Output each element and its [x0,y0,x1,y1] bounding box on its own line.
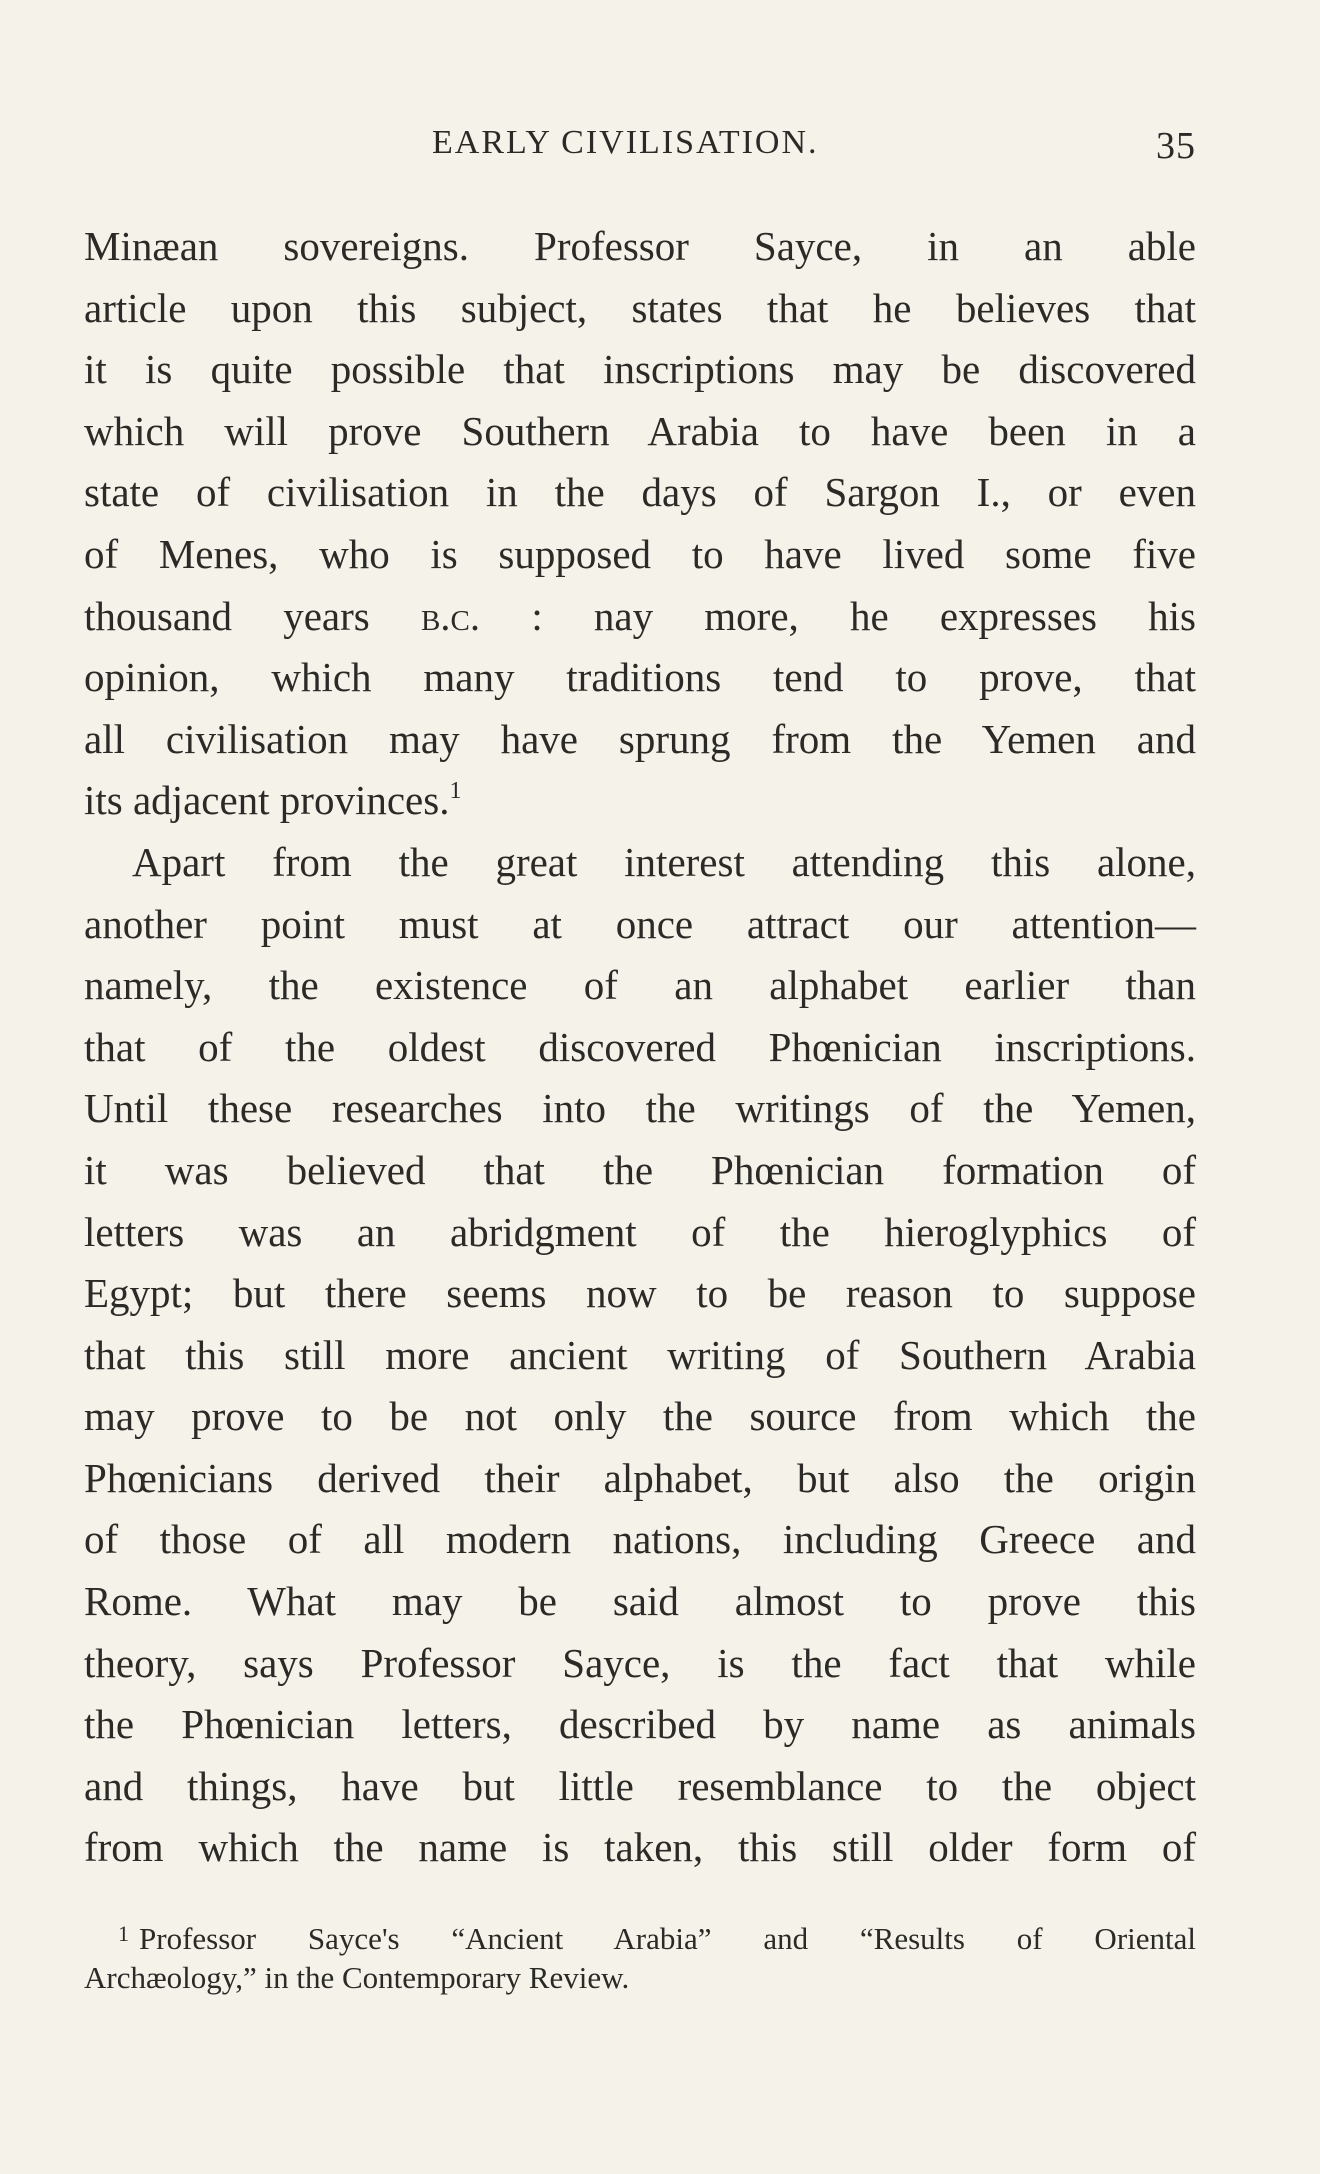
text-line-12: another point must at once attract our attention— [84,900,1196,947]
text-line-8: opinion, which many traditions tend to prove, that [84,654,1196,701]
text-line-9: all civilisation may have sprung from the Yemen and [84,715,1196,762]
text-line-16: it was believed that the Phœnician formation of [84,1146,1196,1193]
text-line-2: article upon this subject, states that he believes that [84,284,1196,331]
abbreviation-bc: b.c. [420,592,481,639]
text-line-22: of those of all modern nations, including Greece and [84,1516,1196,1563]
running-title: EARLY CIVILISATION. [432,124,819,161]
text-line-6: of Menes, who is supposed to have lived some five [84,530,1196,577]
text-line-13: namely, the existence of an alphabet earlier than [84,962,1196,1009]
text-line-26: and things, have but little resemblance to the object [84,1762,1196,1809]
footnote-marker: 1 [118,1921,129,1946]
text-line-7 [84,586,1196,648]
text-line-20: may prove to be not only the source from which the [84,1393,1196,1440]
text-line-15: Until these researches into the writings of the Yemen, [84,1085,1196,1132]
text-line-10 [84,770,1196,832]
body-text [84,216,1196,1879]
text-segment: : nay more, he expresses his [480,592,1196,639]
text-line-3: it is quite possible that inscriptions may be discovered [84,346,1196,393]
footnote-line-2: Archæology,” in the Contemporary Review. [84,1960,630,1995]
text-line-4: which will prove Southern Arabia to have been in a [84,407,1196,454]
text-line-27: from which the name is taken, this still older form of [84,1824,1196,1871]
text-line-24: theory, says Professor Sayce, is the fact that while [84,1639,1196,1686]
text-line-21: Phœnicians derived their alphabet, but also the origin [84,1454,1196,1501]
footnote-reference[interactable]: 1 [449,778,462,805]
text-line-19: that this still more ancient writing of Southern Arabia [84,1331,1196,1378]
text-line-5: state of civilisation in the days of Sargon I., or even [84,469,1196,516]
text-line-23: Rome. What may be said almost to prove this [84,1578,1196,1625]
text-line-11: Apart from the great interest attending this alone, [132,838,1196,885]
footnote-line-1 [84,1912,1196,1956]
footnote-text: Professor Sayce's “Ancient Arabia” and “Results of Oriental [139,1921,1196,1956]
page-number: 35 [1156,125,1196,167]
text-line-14: that of the oldest discovered Phœnician inscriptions. [84,1023,1196,1070]
text-line-25: the Phœnician letters, described by name as animals [84,1701,1196,1748]
text-line-17: letters was an abridgment of the hieroglyphics of [84,1208,1196,1255]
text-line-18: Egypt; but there seems now to be reason to suppose [84,1270,1196,1317]
text-segment: its adjacent provinces. [84,777,450,824]
text-line-1: Minæan sovereigns. Professor Sayce, in an able [84,223,1196,269]
running-head [84,124,1196,174]
text-segment: thousand years [84,592,421,639]
footnote [84,1912,1196,2000]
